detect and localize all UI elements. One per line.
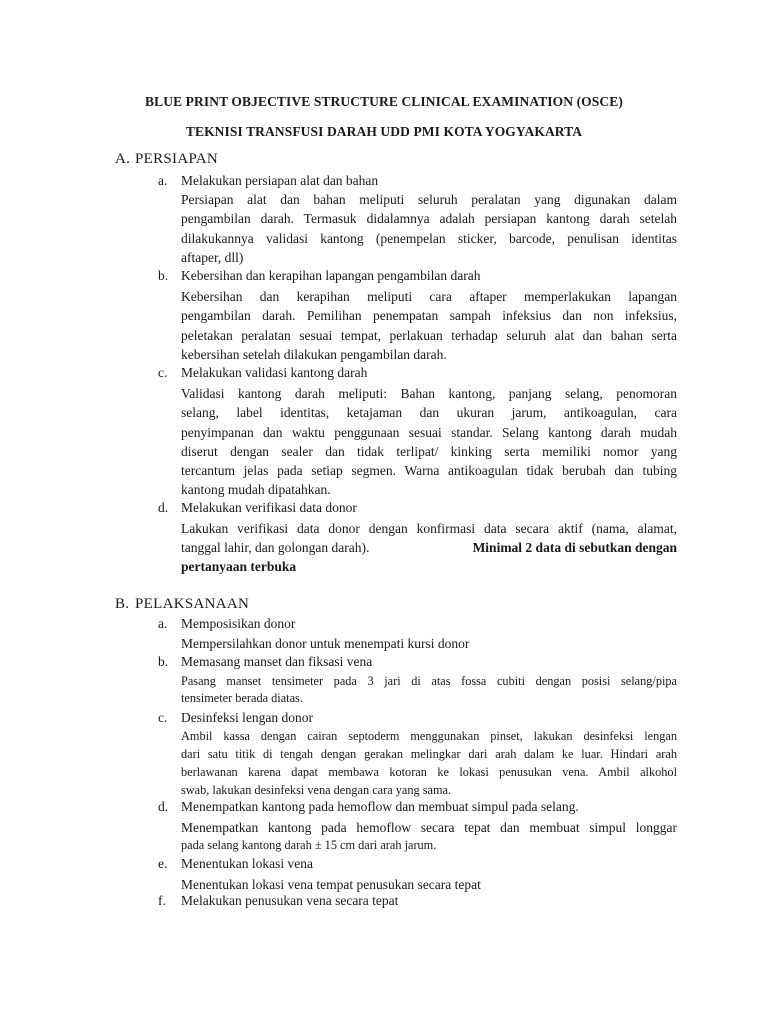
- item-text-line: dari satu titik di tengah dengan gerakan melingkar dari arah dalam ke luar. Hindari arah: [181, 747, 677, 761]
- item-marker: b.: [158, 654, 169, 669]
- item-title: Desinfeksi lengan donor: [181, 710, 313, 725]
- section-letter: A.: [115, 151, 131, 167]
- item-marker: d.: [158, 500, 169, 515]
- item-text-bold: Minimal 2 data di sebutkan dengan: [472, 540, 677, 555]
- section-title: PELAKSANAAN: [135, 596, 250, 612]
- document-title: BLUE PRINT OBJECTIVE STRUCTURE CLINICAL EXAMINATION (OSCE): [145, 94, 623, 109]
- section-letter: B.: [115, 596, 130, 612]
- item-marker: a.: [158, 173, 168, 188]
- item-text-line: Menempatkan kantong pada hemoflow secara tepat dan membuat simpul longgar: [181, 820, 677, 835]
- item-text-line: Mempersilahkan donor untuk menempati kursi donor: [181, 636, 470, 651]
- section-heading-persiapan: [115, 151, 218, 168]
- item-text-line: berlawanan karena dapat membawa kotoran ke lokasi penusukan vena. Ambil alkohol: [181, 765, 677, 779]
- item-title: Menempatkan kantong pada hemoflow dan membuat simpul pada selang.: [181, 799, 579, 814]
- item-text-line: Pasang manset tensimeter pada 3 jari di atas fossa cubiti dengan posisi selang/pipa: [181, 674, 677, 688]
- section-heading-pelaksanaan: [115, 596, 249, 613]
- item-title: Melakukan penusukan vena secara tepat: [181, 893, 399, 908]
- item-title: Memasang manset dan fiksasi vena: [181, 654, 373, 669]
- item-text-bold-line: pertanyaan terbuka: [181, 559, 297, 574]
- item-text-line: tercantum jelas pada setiap segmen. Warna antikoagulan tidak berubah dan tubing: [181, 463, 677, 478]
- item-text-line: swab, lakukan desinfeksi vena dengan cara yang sama.: [181, 783, 452, 797]
- item-text-plain: tanggal lahir, dan golongan darah).: [181, 540, 370, 555]
- item-text-line: penyimpanan dan waktu penggunaan sesuai standar. Selang kantong darah mudah: [181, 425, 677, 440]
- item-text-line-mixed: [181, 538, 677, 557]
- item-title: Menentukan lokasi vena: [181, 856, 313, 871]
- item-text-line: Ambil kassa dengan cairan septoderm menggunakan pinset, lakukan desinfeksi lengan: [181, 729, 677, 743]
- item-marker: c.: [158, 365, 168, 380]
- item-text-line: kantong mudah dipatahkan.: [181, 482, 331, 497]
- item-marker: c.: [158, 710, 168, 725]
- item-title: Melakukan persiapan alat dan bahan: [181, 173, 379, 188]
- item-marker: b.: [158, 268, 169, 283]
- item-text-line: Lakukan verifikasi data donor dengan konfirmasi data secara aktif (nama, alamat,: [181, 521, 677, 536]
- item-text-line: pengambilan darah. Termasuk didalamnya adalah persiapan kantong darah setelah: [181, 211, 677, 226]
- document-subtitle: TEKNISI TRANSFUSI DARAH UDD PMI KOTA YOGYAKARTA: [185, 124, 583, 139]
- item-text-line: pada selang kantong darah ± 15 cm dari arah jarum.: [181, 838, 437, 852]
- section-title: PERSIAPAN: [135, 151, 219, 167]
- item-text-line: kebersihan setelah dilakukan pengambilan darah.: [181, 347, 447, 362]
- item-text-line: selang, label identitas, ketajaman dan ukuran jarum, antikoagulan, cara: [181, 405, 677, 420]
- item-marker: d.: [158, 799, 169, 814]
- item-marker: a.: [158, 616, 168, 631]
- item-marker: f.: [158, 893, 166, 908]
- item-text-line: diserut dengan sealer dan tidak terlipat/ kinking serta memiliki nomor yang: [181, 444, 677, 459]
- item-text-line: tensimeter berada diatas.: [181, 691, 303, 705]
- item-text-line: Persiapan alat dan bahan meliputi seluruh peralatan yang digunakan dalam: [181, 192, 677, 207]
- item-text-line: pengambilan darah. Pemilihan penempatan sampah infeksius dan non infeksius,: [181, 308, 677, 323]
- item-title: Melakukan verifikasi data donor: [181, 500, 357, 515]
- item-text-line: aftaper, dll): [181, 250, 244, 265]
- item-text-line: Validasi kantong darah meliputi: Bahan kantong, panjang selang, penomoran: [181, 386, 677, 401]
- item-text-line: Menentukan lokasi vena tempat penusukan secara tepat: [181, 877, 481, 892]
- item-title: Melakukan validasi kantong darah: [181, 365, 368, 380]
- item-title: Memposisikan donor: [181, 616, 296, 631]
- item-marker: e.: [158, 856, 168, 871]
- item-title: Kebersihan dan kerapihan lapangan pengambilan darah: [181, 268, 481, 283]
- item-text-line: Kebersihan dan kerapihan meliputi cara aftaper memperlakukan lapangan: [181, 289, 677, 304]
- item-text-line: dilakukannya validasi kantong (penempelan sticker, barcode, penulisan identitas: [181, 231, 677, 246]
- item-text-line: peletakan peralatan sesuai tempat, perlakuan terhadap seluruh alat dan bahan serta: [181, 328, 677, 343]
